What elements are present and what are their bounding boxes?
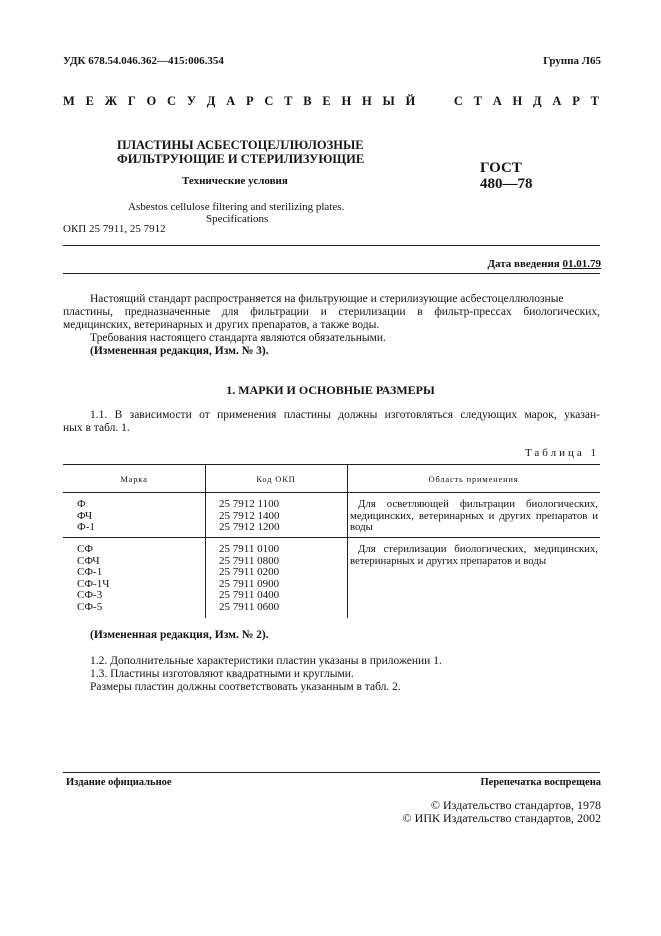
banner-letter: Д <box>533 94 542 108</box>
paragraph-1-3-sizes: Размеры пластин должны соответствовать указанным в табл. 2. <box>90 681 401 693</box>
banner-letter: Т <box>590 94 599 108</box>
table-codes-group1 <box>219 499 280 534</box>
table-cell-mark: Ф-1 <box>77 521 95 534</box>
document-title-line2: ФИЛЬТРУЮЩИЕ И СТЕРИЛИЗУЮЩИЕ <box>117 152 365 166</box>
banner-letter: Г <box>127 94 136 108</box>
intro-date-label: Дата введения <box>487 258 560 270</box>
table-cell-mark: Ф <box>77 498 86 510</box>
banner-letter: У <box>186 94 197 108</box>
group-code: Группа Л65 <box>543 55 601 67</box>
table-cell-usage: Для осветляющей фильтрации биологических, <box>358 498 598 510</box>
table-cell-mark: СФЧ <box>77 554 100 567</box>
banner-letter: Р <box>245 94 254 108</box>
banner-letter: Ы <box>382 94 395 108</box>
banner-gap <box>426 94 429 109</box>
paragraph-scope-line2: пластины, предназначенные для фильтрации и стерилизации в фильтр-прессах биологических, <box>63 306 600 318</box>
reprint-prohibited-label: Перепечатка воспрещена <box>480 777 601 788</box>
intro-date <box>487 258 601 270</box>
udk-code: УДК 678.54.046.362—415:006.354 <box>63 55 224 67</box>
table-cell-code: 25 7911 0400 <box>219 589 280 602</box>
okp-code: ОКП 25 7911, 25 7912 <box>63 223 166 235</box>
paragraph-scope-line3: медицинских, ветеринарных и других препаратов, а также воды. <box>63 319 380 331</box>
table-cell-mark: СФ <box>77 543 94 555</box>
paragraph-1-2: 1.2. Дополнительные характеристики пластин указаны в приложении 1. <box>90 655 442 667</box>
table-header-rule <box>63 492 600 493</box>
document-subtitle: Технические условия <box>182 175 288 187</box>
table-cell-usage: ветеринарных и других препаратов и воды <box>350 554 547 567</box>
table-header-mark: Марка <box>120 474 148 484</box>
table-cell-usage: медицинских, ветеринарных и других препаратов и <box>350 509 598 522</box>
change-note-2: (Измененная редакция, Изм. № 2). <box>90 629 269 641</box>
divider-top <box>63 245 600 246</box>
table-usage-group1 <box>350 499 598 534</box>
table-col-divider-1 <box>205 464 206 618</box>
banner-letter: Н <box>362 94 372 108</box>
paragraph-mandatory: Требования настоящего стандарта являются обязательными. <box>90 332 386 344</box>
section-heading-1: 1. МАРКИ И ОСНОВНЫЕ РАЗМЕРЫ <box>226 383 435 397</box>
paragraph-scope-line1: Настоящий стандарт распространяется на фильтрующие и стерилизующие асбестоцеллюлозные <box>90 293 564 305</box>
paragraph-1-1-line1: 1.1. В зависимости от применения пластины должны изготовляться следующих марок, указан- <box>90 409 600 421</box>
intro-date-value: 01.01.79 <box>562 258 601 270</box>
banner-letter: Р <box>572 94 580 108</box>
table-cell-mark: СФ-1 <box>77 566 103 579</box>
table-group-divider <box>63 537 600 538</box>
table-marks-group1 <box>77 499 95 534</box>
table-cell-code: 25 7912 1100 <box>219 498 280 510</box>
gost-number: 480—78 <box>480 176 533 192</box>
table-header-code: Код ОКП <box>256 474 296 484</box>
english-title-line2: Specifications <box>206 213 269 225</box>
copyright-2002: © ИПК Издательство стандартов, 2002 <box>402 811 601 825</box>
document-title-line1: ПЛАСТИНЫ АСБЕСТОЦЕЛЛЮЛОЗНЫЕ <box>117 138 364 152</box>
table-caption: Таблица 1 <box>524 447 599 459</box>
table-codes-group2 <box>219 544 279 614</box>
banner-letter: Т <box>473 94 482 108</box>
banner-gap <box>440 94 443 109</box>
table-cell-code: 25 7911 0200 <box>219 566 280 579</box>
table-cell-code: 25 7911 0100 <box>219 543 280 555</box>
banner-letter: А <box>492 94 502 108</box>
table-cell-code: 25 7912 1200 <box>219 521 280 534</box>
table-marks-group2 <box>77 544 109 614</box>
official-edition-label: Издание официальное <box>66 777 172 788</box>
table-cell-code: 25 7912 1400 <box>219 509 280 522</box>
gost-label: ГОСТ <box>480 160 522 176</box>
table-cell-usage: воды <box>350 521 373 534</box>
banner-letter: Й <box>405 94 416 108</box>
english-title-line1: Asbestos cellulose filtering and sterilizing plates. <box>128 201 345 213</box>
table-cell-code: 25 7911 0900 <box>219 577 280 590</box>
divider-date <box>63 273 600 274</box>
table-top-rule <box>63 464 600 465</box>
table-usage-group2 <box>350 544 598 567</box>
banner-letter: В <box>303 94 312 108</box>
copyright-1978: © Издательство стандартов, 1978 <box>430 798 601 812</box>
banner-letter: С <box>167 94 177 108</box>
table-col-divider-2 <box>347 464 348 618</box>
banner-letter: Ж <box>104 94 118 108</box>
banner-letter: Т <box>284 94 293 108</box>
banner-letter: М <box>63 94 75 108</box>
banner-letter: О <box>146 94 157 108</box>
banner-letter: А <box>226 94 236 108</box>
table-cell-mark: СФ-1Ч <box>77 577 110 590</box>
table-cell-code: 25 7911 0600 <box>219 600 280 613</box>
table-cell-usage: Для стерилизации биологических, медицинских, <box>358 543 598 555</box>
banner-letter: Д <box>206 94 216 108</box>
banner-letter: Е <box>85 94 94 108</box>
divider-footer <box>63 772 600 773</box>
standard-banner <box>63 94 599 109</box>
table-cell-mark: ФЧ <box>77 509 93 522</box>
banner-letter: Н <box>341 94 352 108</box>
banner-letter: С <box>264 94 274 108</box>
banner-letter: Н <box>512 94 523 108</box>
banner-letter: Е <box>322 94 331 108</box>
table-cell-code: 25 7911 0800 <box>219 554 280 567</box>
banner-letter: А <box>552 94 562 108</box>
table-cell-mark: СФ-3 <box>77 589 103 602</box>
paragraph-1-1-line2: ных в табл. 1. <box>63 422 130 434</box>
banner-letter: С <box>453 94 463 108</box>
paragraph-1-3: 1.3. Пластины изготовляют квадратными и круглыми. <box>90 668 354 680</box>
change-note-3: (Измененная редакция, Изм. № 3). <box>90 345 269 357</box>
table-cell-mark: СФ-5 <box>77 600 103 613</box>
table-header-usage: Область применения <box>428 474 519 484</box>
